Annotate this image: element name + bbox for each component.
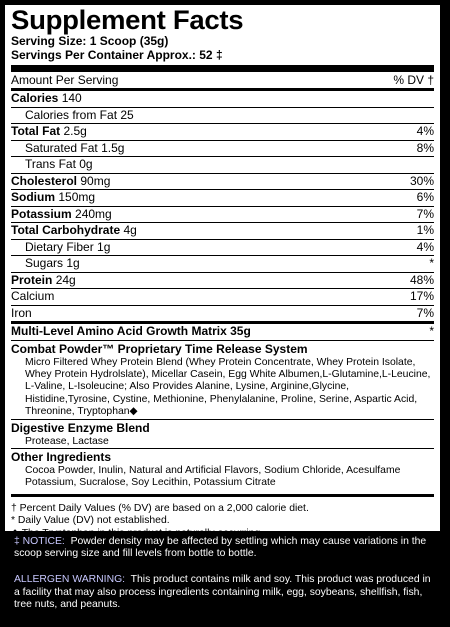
- matrix-row: [11, 324, 434, 340]
- nutrient-amount: 1.5g: [101, 140, 125, 155]
- nutrient-dv: 48%: [409, 272, 434, 287]
- footnote-not-established: * Daily Value (DV) not established.: [11, 515, 170, 527]
- nutrient-name: Sodium: [11, 190, 55, 204]
- nutrient-name: Total Carbohydrate: [11, 223, 121, 237]
- nutrient-name: Calories: [11, 91, 59, 105]
- other-body: Cocoa Powder, Inulin, Natural and Artificial Flavors, Sodium Chloride, Acesulfame Potassium, Sucralose, Soy Lecithin, Potassium Citrate: [25, 464, 401, 489]
- nutrient-row: [11, 174, 434, 190]
- nutrient-row: [11, 289, 434, 305]
- allergen-lead: ALLERGEN WARNING:: [14, 574, 126, 586]
- supplement-facts-panel: [5, 5, 440, 539]
- nutrient-dv: 7%: [416, 206, 434, 221]
- nutrient-amount: 0g: [79, 157, 93, 171]
- nutrient-row: [11, 207, 434, 223]
- nutrient-label: [11, 256, 80, 272]
- nutrient-amount: 90mg: [80, 173, 111, 188]
- nutrient-dv: 1%: [416, 223, 434, 237]
- nutrient-label: [11, 190, 95, 206]
- amount-per-serving-label: Amount Per Serving: [11, 73, 119, 87]
- nutrient-label: [11, 108, 134, 124]
- combat-title: Combat Powder™ Proprietary Time Release System: [11, 341, 308, 356]
- nutrient-dv: 8%: [416, 140, 434, 155]
- combat-section: [11, 341, 434, 419]
- nutrient-row: [11, 91, 434, 107]
- nutrient-name: Saturated Fat: [25, 140, 98, 155]
- nutrient-row: [11, 157, 434, 173]
- matrix-dv: *: [429, 324, 434, 338]
- nutrient-row: [11, 190, 434, 206]
- nutrient-label: [11, 207, 112, 223]
- other-title: Other Ingredients: [11, 449, 112, 464]
- allergen-warning: [14, 574, 438, 611]
- nutrient-label: [11, 240, 110, 256]
- nutrient-name: Trans Fat: [25, 157, 76, 171]
- nutrient-row: [11, 273, 434, 289]
- nutrient-label: [11, 141, 124, 157]
- nutrient-name: Cholesterol: [11, 173, 78, 188]
- nutrient-amount: 24g: [55, 272, 76, 287]
- nutrient-amount: 1g: [66, 256, 80, 270]
- nutrient-label: [11, 157, 93, 173]
- dv-header-label: % DV †: [393, 73, 434, 87]
- notice-lead: ‡ NOTICE:: [14, 536, 65, 547]
- nutrient-row: [11, 108, 434, 124]
- nutrient-label: [11, 223, 137, 239]
- servings-per-container: Servings Per Container Approx.: 52 ‡: [11, 48, 223, 62]
- nutrient-amount: 150mg: [58, 190, 96, 204]
- notices: [14, 536, 438, 625]
- nutrient-name: Potassium: [11, 206, 72, 221]
- nutrient-row: [11, 141, 434, 157]
- nutrient-amount: 25: [120, 107, 134, 122]
- panel-title: Supplement Facts: [11, 5, 244, 35]
- footnote-tryptophan: ◆ The Tryptophan in this product is naturally occurring.: [11, 527, 264, 539]
- nutrient-row: [11, 124, 434, 140]
- nutrient-label: [11, 124, 87, 140]
- nutrient-row: [11, 223, 434, 239]
- matrix-label: Multi-Level Amino Acid Growth Matrix 35g: [11, 324, 251, 338]
- nutrient-dv: *: [429, 256, 434, 270]
- nutrient-amount: 240mg: [75, 206, 112, 221]
- nutrient-dv: 17%: [409, 289, 434, 303]
- nutrient-dv: 30%: [409, 173, 434, 188]
- enzyme-body: Protease, Lactase: [25, 435, 109, 447]
- amount-per-serving-header: [11, 72, 434, 88]
- nutrient-dv: 4%: [416, 239, 434, 254]
- nutrient-label: [11, 174, 110, 190]
- footnote-dv: † Percent Daily Values (% DV) are based on a 2,000 calorie diet.: [11, 502, 309, 514]
- footnotes: [11, 497, 434, 541]
- nutrient-amount: 1g: [97, 239, 111, 254]
- density-notice: [14, 536, 438, 560]
- serving-size: Serving Size: 1 Scoop (35g): [11, 34, 169, 48]
- notice-text: Powder density may be affected by settling which may cause variations in the scoop serving size and fill levels from bottle to bottle.: [14, 536, 427, 560]
- nutrient-label: [11, 273, 76, 289]
- nutrient-amount: 4g: [123, 223, 137, 237]
- nutrient-name: Protein: [11, 272, 53, 287]
- nutrient-dv: 4%: [416, 124, 434, 138]
- allergen-text: This product contains milk and soy. This product was produced in a facility that may also process ingredients containing milk, egg, soybeans, shellfish, fish, tree nuts, and peanuts.: [14, 574, 431, 610]
- nutrient-name: Sugars: [25, 256, 64, 270]
- nutrient-name: Total Fat: [11, 124, 61, 138]
- nutrient-list: [11, 91, 434, 321]
- nutrient-label: [11, 91, 82, 107]
- nutrient-name: Dietary Fiber: [25, 239, 94, 254]
- enzyme-section: [11, 420, 434, 448]
- nutrient-amount: 140: [61, 91, 82, 105]
- nutrient-name: Calcium: [11, 289, 55, 303]
- nutrient-label: [11, 306, 32, 322]
- nutrient-row: [11, 240, 434, 256]
- other-section: [11, 449, 434, 490]
- nutrient-dv: 7%: [416, 305, 434, 320]
- nutrient-dv: 6%: [416, 190, 434, 204]
- nutrient-amount: 2.5g: [63, 124, 87, 138]
- nutrient-name: Iron: [11, 305, 32, 320]
- nutrient-row: [11, 256, 434, 272]
- enzyme-title: Digestive Enzyme Blend: [11, 420, 150, 435]
- nutrient-row: [11, 306, 434, 322]
- nutrient-name: Calories from Fat: [25, 107, 118, 122]
- nutrient-label: [11, 289, 54, 305]
- combat-body: Micro Filtered Whey Protein Blend (Whey Protein Concentrate, Whey Protein Isolate, Whey Protein Hydrolslate), Micellar Casein, Egg White Albumen,L-Glutamine,L-Leucine, L-Valine, L-Isoleucine; Also Provides Alanine, Lysine, Arginine,Glycine, Histidine,Tyrosine, Cystine, Methionine, Phenylalanine, Proline, Serine, Aspartic Acid, Threonine, Tryptophan◆: [25, 356, 431, 418]
- divider-thick: [11, 65, 434, 72]
